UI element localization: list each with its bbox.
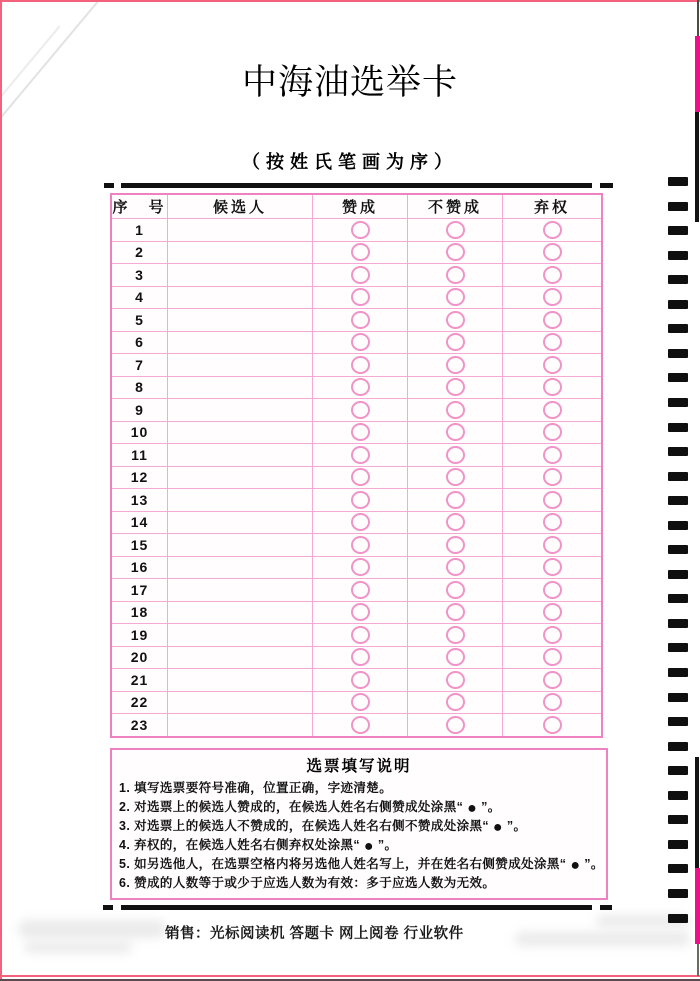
abstain-bubble-icon[interactable] <box>543 581 562 599</box>
abstain-cell <box>503 534 601 556</box>
disapprove-cell <box>408 219 503 241</box>
timing-mark-icon <box>668 717 688 726</box>
disapprove-cell <box>408 399 503 421</box>
disapprove-bubble-icon[interactable] <box>446 716 465 734</box>
disapprove-cell <box>408 692 503 714</box>
timing-mark-icon <box>668 349 688 358</box>
disapprove-bubble-icon[interactable] <box>446 423 465 441</box>
disapprove-bubble-icon[interactable] <box>446 356 465 374</box>
abstain-cell <box>503 647 601 669</box>
approve-bubble-icon[interactable] <box>351 558 370 576</box>
approve-cell <box>313 422 408 444</box>
approve-bubble-icon[interactable] <box>351 536 370 554</box>
row-number: 11 <box>112 444 168 466</box>
abstain-bubble-icon[interactable] <box>543 423 562 441</box>
disapprove-bubble-icon[interactable] <box>446 513 465 531</box>
approve-cell <box>313 512 408 534</box>
ballot-table <box>110 193 603 738</box>
row-number: 6 <box>112 332 168 354</box>
timing-mark-icon <box>668 373 688 382</box>
approve-bubble-icon[interactable] <box>351 401 370 419</box>
timing-mark-icon <box>668 570 688 579</box>
disapprove-cell <box>408 489 503 511</box>
approve-bubble-icon[interactable] <box>351 491 370 509</box>
disapprove-cell <box>408 422 503 444</box>
timing-mark-icon <box>668 791 688 800</box>
bottom-rule-dash-left <box>103 905 113 910</box>
approve-bubble-icon[interactable] <box>351 716 370 734</box>
top-rule-dash-left <box>104 183 114 188</box>
disapprove-bubble-icon[interactable] <box>446 378 465 396</box>
approve-cell <box>313 624 408 646</box>
timing-mark-icon <box>668 815 688 824</box>
candidate-name-cell[interactable] <box>168 444 313 466</box>
instruction-item: 5. 如另选他人，在选票空格内将另选他人姓名写上，并在姓名右侧赞成处涂黑“ ● ”。 <box>119 856 604 874</box>
approve-bubble-icon[interactable] <box>351 243 370 261</box>
disapprove-bubble-icon[interactable] <box>446 491 465 509</box>
disapprove-cell <box>408 557 503 579</box>
abstain-cell <box>503 602 601 624</box>
approve-bubble-icon[interactable] <box>351 288 370 306</box>
candidate-name-cell[interactable] <box>168 512 313 534</box>
abstain-bubble-icon[interactable] <box>543 716 562 734</box>
table-row <box>112 578 601 601</box>
disapprove-cell <box>408 377 503 399</box>
row-number: 9 <box>112 399 168 421</box>
abstain-cell <box>503 332 601 354</box>
disapprove-bubble-icon[interactable] <box>446 243 465 261</box>
bottom-rule-dash-right <box>600 905 612 910</box>
disapprove-bubble-icon[interactable] <box>446 581 465 599</box>
timing-mark-icon <box>668 398 688 407</box>
timing-mark-icon <box>668 423 688 432</box>
disapprove-bubble-icon[interactable] <box>446 266 465 284</box>
abstain-bubble-icon[interactable] <box>543 333 562 351</box>
timing-mark-icon <box>668 496 688 505</box>
instruction-item: 3. 对选票上的候选人不赞成的，在候选人姓名右侧不赞成处涂黑“ ● ”。 <box>119 818 527 836</box>
candidate-name-cell[interactable] <box>168 242 313 264</box>
timing-mark-icon <box>668 226 688 235</box>
candidate-name-cell[interactable] <box>168 264 313 286</box>
disapprove-cell <box>408 669 503 691</box>
timing-mark-icon <box>668 545 688 554</box>
disapprove-cell <box>408 332 503 354</box>
table-body <box>112 218 601 736</box>
row-number: 16 <box>112 557 168 579</box>
header-serial: 序 号 <box>112 195 168 218</box>
abstain-bubble-icon[interactable] <box>543 536 562 554</box>
disapprove-cell <box>408 354 503 376</box>
right-edge-line-bottom <box>697 944 699 976</box>
abstain-bubble-icon[interactable] <box>543 558 562 576</box>
approve-cell <box>313 399 408 421</box>
candidate-name-cell[interactable] <box>168 534 313 556</box>
instruction-item: 1. 填写选票要符号准确，位置正确，字迹清楚。 <box>119 781 393 795</box>
table-row <box>112 241 601 264</box>
candidate-name-cell[interactable] <box>168 332 313 354</box>
row-number: 12 <box>112 467 168 489</box>
timing-mark-icon <box>668 914 688 923</box>
row-number: 19 <box>112 624 168 646</box>
candidate-name-cell[interactable] <box>168 669 313 691</box>
header-abstain: 弃权 <box>533 199 570 216</box>
timing-mark-icon <box>668 275 688 284</box>
approve-bubble-icon[interactable] <box>351 468 370 486</box>
approve-cell <box>313 489 408 511</box>
table-row <box>112 308 601 331</box>
table-row <box>112 286 601 309</box>
timing-mark-icon <box>668 693 688 702</box>
approve-bubble-icon[interactable] <box>351 311 370 329</box>
row-number: 1 <box>112 219 168 241</box>
disapprove-bubble-icon[interactable] <box>446 288 465 306</box>
timing-mark-icon <box>668 668 688 677</box>
approve-cell <box>313 579 408 601</box>
timing-mark-icon <box>668 840 688 849</box>
table-row <box>112 623 601 646</box>
approve-cell <box>313 309 408 331</box>
header-disapprove: 不赞成 <box>408 195 503 218</box>
abstain-bubble-icon[interactable] <box>543 356 562 374</box>
abstain-bubble-icon[interactable] <box>543 266 562 284</box>
disapprove-cell <box>408 264 503 286</box>
filled-circle-icon: ● <box>467 799 478 817</box>
abstain-cell <box>503 444 601 466</box>
table-row <box>112 421 601 444</box>
disapprove-bubble-icon[interactable] <box>446 536 465 554</box>
print-smudge <box>515 932 690 946</box>
approve-bubble-icon[interactable] <box>351 333 370 351</box>
abstain-bubble-icon[interactable] <box>543 693 562 711</box>
candidate-name-cell[interactable] <box>168 602 313 624</box>
table-row <box>112 713 601 736</box>
row-number: 8 <box>112 377 168 399</box>
table-row <box>112 443 601 466</box>
row-number: 2 <box>112 242 168 264</box>
instructions-box <box>110 748 608 900</box>
candidate-name-cell[interactable] <box>168 422 313 444</box>
row-number: 17 <box>112 579 168 601</box>
abstain-cell <box>503 714 601 736</box>
candidate-name-cell[interactable] <box>168 692 313 714</box>
approve-bubble-icon[interactable] <box>351 603 370 621</box>
row-number: 3 <box>112 264 168 286</box>
instructions-list <box>112 776 606 893</box>
disapprove-bubble-icon[interactable] <box>446 648 465 666</box>
page-title: 中海油选举卡 <box>241 63 458 102</box>
disapprove-bubble-icon[interactable] <box>446 603 465 621</box>
abstain-bubble-icon[interactable] <box>543 311 562 329</box>
approve-bubble-icon[interactable] <box>351 513 370 531</box>
abstain-cell <box>503 467 601 489</box>
abstain-cell <box>503 579 601 601</box>
abstain-bubble-icon[interactable] <box>543 468 562 486</box>
registration-bar-black-bottom <box>695 757 699 868</box>
disapprove-bubble-icon[interactable] <box>446 693 465 711</box>
approve-bubble-icon[interactable] <box>351 693 370 711</box>
timing-mark-icon <box>668 251 688 260</box>
approve-cell <box>313 467 408 489</box>
instruction-item: 4. 弃权的，在候选人姓名右侧弃权处涂黑“ ● ”。 <box>119 837 398 855</box>
candidate-name-cell[interactable] <box>168 354 313 376</box>
disapprove-bubble-icon[interactable] <box>446 221 465 239</box>
approve-cell <box>313 669 408 691</box>
disapprove-cell <box>408 287 503 309</box>
filled-circle-icon: ● <box>363 837 374 855</box>
row-number: 22 <box>112 692 168 714</box>
abstain-cell <box>503 287 601 309</box>
timing-mark-icon <box>668 742 688 751</box>
approve-cell <box>313 692 408 714</box>
disapprove-cell <box>408 714 503 736</box>
approve-cell <box>313 377 408 399</box>
disapprove-cell <box>408 624 503 646</box>
approve-cell <box>313 714 408 736</box>
disapprove-bubble-icon[interactable] <box>446 333 465 351</box>
disapprove-bubble-icon[interactable] <box>446 446 465 464</box>
disapprove-cell <box>408 579 503 601</box>
abstain-cell <box>503 669 601 691</box>
abstain-cell <box>503 557 601 579</box>
candidate-name-cell[interactable] <box>168 714 313 736</box>
row-number: 21 <box>112 669 168 691</box>
abstain-bubble-icon[interactable] <box>543 446 562 464</box>
disapprove-cell <box>408 444 503 466</box>
approve-bubble-icon[interactable] <box>351 626 370 644</box>
timing-mark-icon <box>668 300 688 309</box>
table-row <box>112 556 601 579</box>
table-row <box>112 331 601 354</box>
approve-cell <box>313 647 408 669</box>
abstain-bubble-icon[interactable] <box>543 491 562 509</box>
approve-bubble-icon[interactable] <box>351 356 370 374</box>
row-number: 5 <box>112 309 168 331</box>
candidate-name-cell[interactable] <box>168 219 313 241</box>
candidate-name-cell[interactable] <box>168 579 313 601</box>
table-row <box>112 263 601 286</box>
print-smudge <box>24 942 132 953</box>
top-rule-dash-right <box>600 183 613 188</box>
timing-mark-icon <box>668 889 688 898</box>
timing-mark-icon <box>668 594 688 603</box>
disapprove-cell <box>408 647 503 669</box>
right-edge-line-top <box>697 0 699 36</box>
timing-mark-icon <box>668 177 688 186</box>
table-row <box>112 668 601 691</box>
timing-mark-icon <box>668 643 688 652</box>
abstain-bubble-icon[interactable] <box>543 671 562 689</box>
timing-mark-icon <box>668 202 688 211</box>
approve-bubble-icon[interactable] <box>351 221 370 239</box>
abstain-bubble-icon[interactable] <box>543 603 562 621</box>
approve-bubble-icon[interactable] <box>351 671 370 689</box>
row-number: 20 <box>112 647 168 669</box>
abstain-bubble-icon[interactable] <box>543 513 562 531</box>
candidate-name-cell[interactable] <box>168 467 313 489</box>
abstain-cell <box>503 219 601 241</box>
table-row <box>112 398 601 421</box>
bottom-rule-bar <box>121 905 592 910</box>
disapprove-bubble-icon[interactable] <box>446 626 465 644</box>
table-row <box>112 218 601 241</box>
abstain-cell <box>503 264 601 286</box>
row-number: 14 <box>112 512 168 534</box>
abstain-bubble-icon[interactable] <box>543 378 562 396</box>
approve-bubble-icon[interactable] <box>351 378 370 396</box>
abstain-cell <box>503 399 601 421</box>
table-row <box>112 466 601 489</box>
sales-footer: 销售：光标阅读机 答题卡 网上阅卷 行业软件 <box>165 926 464 942</box>
timing-mark-icon <box>668 521 688 530</box>
row-number: 15 <box>112 534 168 556</box>
timing-mark-icon <box>668 324 688 333</box>
approve-bubble-icon[interactable] <box>351 648 370 666</box>
approve-cell <box>313 534 408 556</box>
row-number: 7 <box>112 354 168 376</box>
row-number: 13 <box>112 489 168 511</box>
approve-cell <box>313 602 408 624</box>
candidate-name-cell[interactable] <box>168 624 313 646</box>
approve-cell <box>313 557 408 579</box>
abstain-bubble-icon[interactable] <box>543 243 562 261</box>
table-row <box>112 511 601 534</box>
table-row <box>112 646 601 669</box>
page-border-bottom <box>0 975 700 977</box>
disapprove-bubble-icon[interactable] <box>446 468 465 486</box>
abstain-cell <box>503 489 601 511</box>
approve-bubble-icon[interactable] <box>351 423 370 441</box>
row-number: 18 <box>112 602 168 624</box>
disapprove-cell <box>408 512 503 534</box>
table-header-row <box>112 195 601 218</box>
approve-bubble-icon[interactable] <box>351 446 370 464</box>
abstain-bubble-icon[interactable] <box>543 221 562 239</box>
approve-cell <box>313 444 408 466</box>
abstain-cell <box>503 377 601 399</box>
top-rule-bar <box>121 183 592 188</box>
instruction-item: 6. 赞成的人数等于或少于应选人数为有效：多于应选人数为无效。 <box>119 875 496 890</box>
disapprove-cell <box>408 534 503 556</box>
instructions-title: 选票填写说明 <box>306 758 412 775</box>
timing-mark-icon <box>668 472 688 481</box>
table-row <box>112 601 601 624</box>
candidate-name-cell[interactable] <box>168 377 313 399</box>
page-subtitle: （按姓氏笔画为序） <box>242 152 458 172</box>
timing-mark-icon <box>668 619 688 628</box>
disapprove-cell <box>408 242 503 264</box>
disapprove-cell <box>408 602 503 624</box>
abstain-bubble-icon[interactable] <box>543 648 562 666</box>
abstain-cell <box>503 692 601 714</box>
instruction-item: 2. 对选票上的候选人赞成的，在候选人姓名右侧赞成处涂黑“ ● ”。 <box>119 799 501 817</box>
approve-bubble-icon[interactable] <box>351 581 370 599</box>
abstain-cell <box>503 242 601 264</box>
disapprove-bubble-icon[interactable] <box>446 671 465 689</box>
timing-mark-icon <box>668 766 688 775</box>
abstain-cell <box>503 354 601 376</box>
table-row <box>112 488 601 511</box>
table-row <box>112 533 601 556</box>
approve-cell <box>313 332 408 354</box>
timing-mark-icon <box>668 447 688 456</box>
approve-cell <box>313 287 408 309</box>
abstain-cell <box>503 512 601 534</box>
candidate-name-cell[interactable] <box>168 287 313 309</box>
candidate-name-cell[interactable] <box>168 489 313 511</box>
abstain-bubble-icon[interactable] <box>543 626 562 644</box>
abstain-cell <box>503 422 601 444</box>
candidate-name-cell[interactable] <box>168 309 313 331</box>
disapprove-cell <box>408 467 503 489</box>
filled-circle-icon: ● <box>492 818 503 836</box>
table-row <box>112 691 601 714</box>
disapprove-bubble-icon[interactable] <box>446 558 465 576</box>
row-number: 4 <box>112 287 168 309</box>
disapprove-cell <box>408 309 503 331</box>
header-candidate: 候选人 <box>168 195 313 218</box>
disapprove-bubble-icon[interactable] <box>446 401 465 419</box>
abstain-cell <box>503 624 601 646</box>
approve-cell <box>313 219 408 241</box>
abstain-bubble-icon[interactable] <box>543 401 562 419</box>
row-number: 23 <box>112 714 168 736</box>
disapprove-bubble-icon[interactable] <box>446 311 465 329</box>
abstain-cell <box>503 309 601 331</box>
table-row <box>112 353 601 376</box>
registration-bar-magenta-bottom <box>695 868 700 944</box>
page-border-top <box>0 0 700 2</box>
candidate-name-cell[interactable] <box>168 647 313 669</box>
timing-mark-icon <box>668 864 688 873</box>
abstain-bubble-icon[interactable] <box>543 288 562 306</box>
row-number: 10 <box>112 422 168 444</box>
header-approve: 赞成 <box>313 195 408 218</box>
approve-cell <box>313 242 408 264</box>
approve-cell <box>313 264 408 286</box>
candidate-name-cell[interactable] <box>168 557 313 579</box>
approve-cell <box>313 354 408 376</box>
filled-circle-icon: ● <box>570 856 581 874</box>
candidate-name-cell[interactable] <box>168 399 313 421</box>
print-smudge <box>18 920 166 938</box>
table-row <box>112 376 601 399</box>
approve-bubble-icon[interactable] <box>351 266 370 284</box>
